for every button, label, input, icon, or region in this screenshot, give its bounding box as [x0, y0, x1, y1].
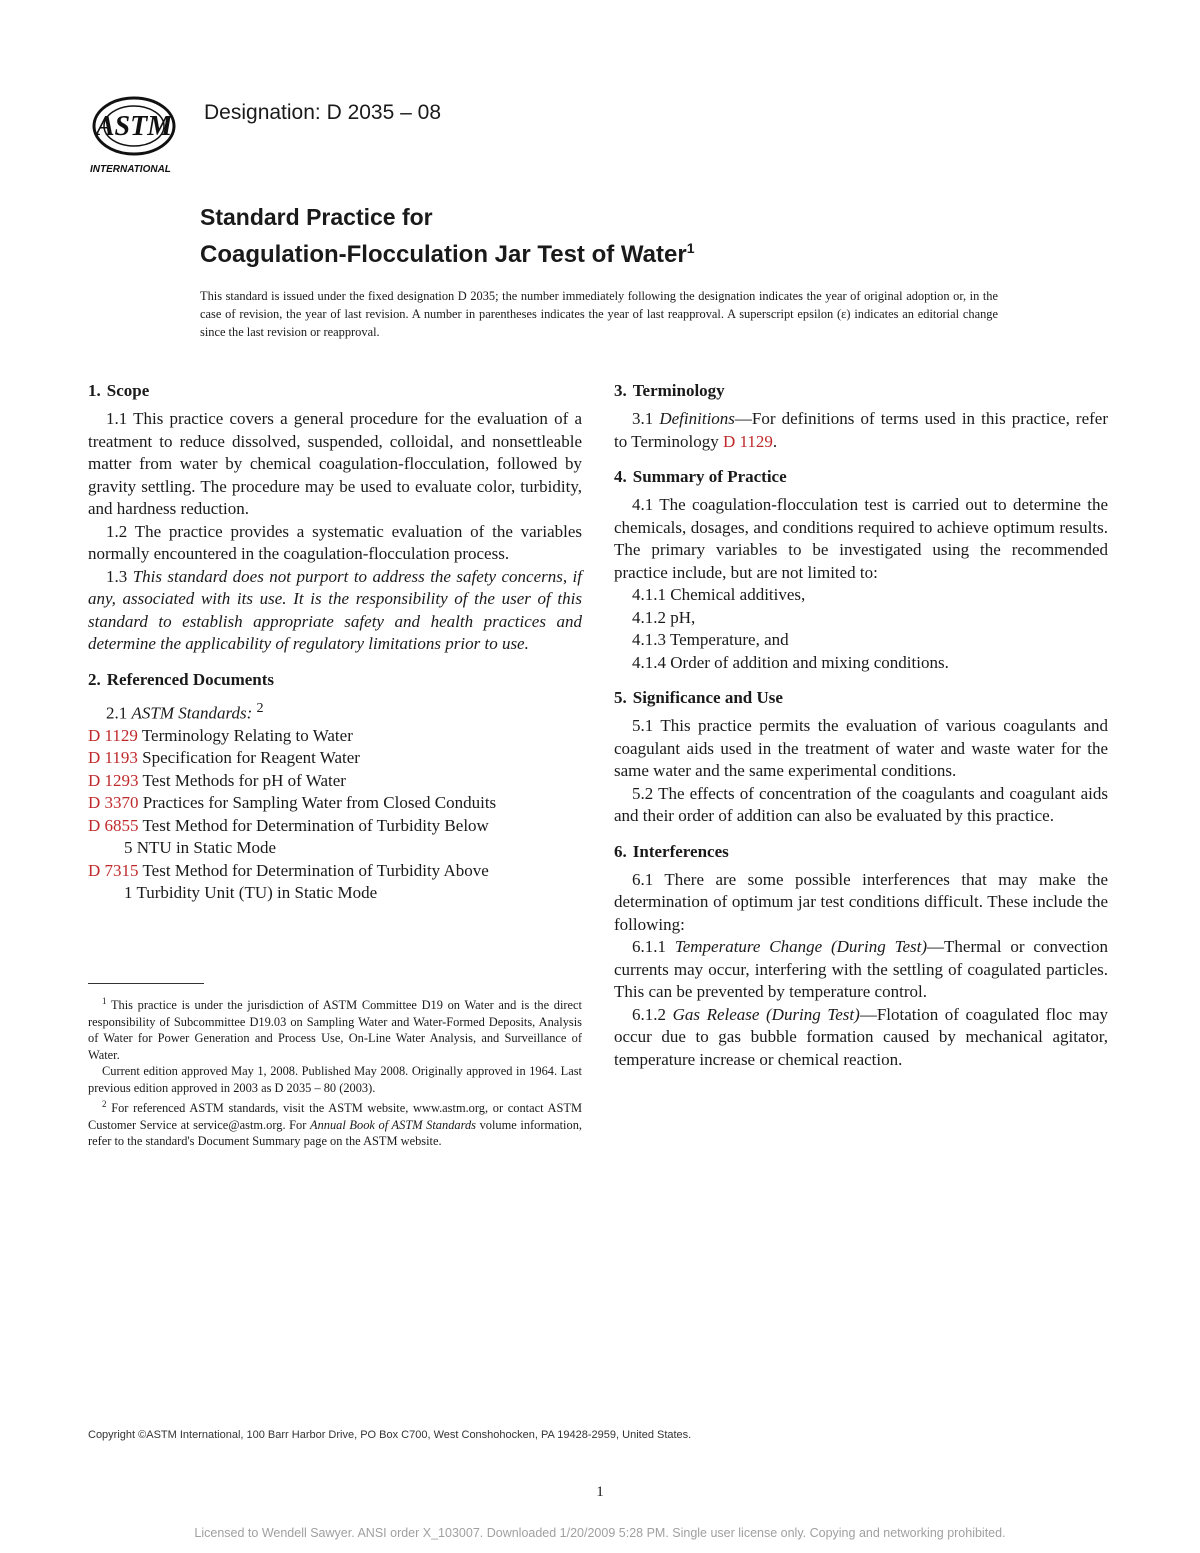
footnote-1b: Current edition approved May 1, 2008. Published May 2008. Originally approved in 1964. Last previous edition approved in 2003 as D 2035 – 80 (2003).: [88, 1064, 582, 1095]
logo-subtext: INTERNATIONAL: [90, 164, 171, 175]
section-scope-heading: 1. Scope: [88, 381, 150, 400]
footnote-divider: [88, 983, 204, 984]
ref-link-d1129[interactable]: D 1129: [723, 431, 773, 451]
summary-4-1: 4.1 The coagulation-flocculation test is carried out to determine the chemicals, dosages, and conditions required to achieve optimum results. The primary variables to be investigated using the recommended practice include, but are not limited to:: [614, 495, 1108, 582]
page-number: 1: [596, 1484, 604, 1500]
copyright: Copyright ©ASTM International, 100 Barr Harbor Drive, PO Box C700, West Conshohocken, PA 19428-2959, United States.: [88, 1429, 692, 1441]
title-block: [200, 202, 695, 271]
designation: Designation: D 2035 – 08: [204, 101, 441, 124]
significance-5-2: 5.2 The effects of concentration of the coagulants and coagulant aids and their order of addition can also be evaluated by this practice.: [614, 783, 1108, 825]
reference-title: Test Method for Determination of Turbidity Below: [142, 815, 489, 835]
reference-title: Practices for Sampling Water from Closed Conduits: [142, 793, 497, 813]
astm-logo: [88, 90, 192, 176]
reference-title: Specification for Reagent Water: [142, 748, 360, 768]
terminology-3-1: 3.1 Definitions—For definitions of terms used in this practice, refer to Terminology D 1129.: [614, 409, 1109, 451]
title-line-1: Standard Practice for: [200, 204, 433, 230]
section-terminology-heading: 3. Terminology: [614, 381, 725, 400]
reference-code-link[interactable]: D 1129: [88, 725, 138, 745]
reference-code-link[interactable]: D 7315: [88, 860, 139, 880]
license-notice: Licensed to Wendell Sawyer. ANSI order X_103007. Downloaded 1/20/2009 5:28 PM. Single user license only. Copying and networking prohibited.: [194, 1526, 1006, 1540]
title-footnote-mark: 1: [686, 240, 695, 256]
title-text: Coagulation-Flocculation Jar Test of Water: [200, 241, 687, 268]
scope-1-1: 1.1 This practice covers a general procedure for the evaluation of a treatment to reduce dissolved, suspended, colloidal, and nonsettleable matter from water by chemical coagulation-flocculation, followed by gravity settling. The procedure may be used to evaluate color, turbidity, and hardness reduction.: [88, 409, 582, 518]
left-column: [88, 380, 582, 905]
reference-code-link[interactable]: D 1193: [88, 748, 138, 768]
reference-code-link[interactable]: D 3370: [88, 793, 139, 813]
reference-title: Terminology Relating to Water: [141, 725, 353, 745]
footnote-2: $^2$ For referenced ASTM standards, visit the ASTM website, www.astm.org, or contact ASTM Customer Service at service@astm.org. For Annual Book of ASTM Standards volume information, refer to the standard's Document Summary page on the ASTM website.: [88, 1099, 582, 1149]
section-refs-heading: 2. Referenced Documents: [88, 669, 275, 689]
summary-item: 4.1.4 Order of addition and mixing conditions.: [632, 652, 949, 672]
reference-code-link[interactable]: D 6855: [88, 815, 139, 835]
scope-1-2: 1.2 The practice provides a systematic evaluation of the variables normally encountered in the coagulation-flocculation process.: [88, 521, 582, 563]
astm-logo-icon: [88, 90, 192, 176]
refs-2-1: 2.1 ASTM Standards: $^2$: [106, 699, 264, 723]
reference-item: [88, 860, 582, 883]
interferences-6-1-1: 6.1.1 Temperature Change (During Test)—Thermal or convection currents may occur, interfering with the settling of coagulated particles. This can be prevented by temperature control.: [614, 937, 1109, 1001]
summary-item: 4.1.3 Temperature, and: [632, 630, 789, 649]
interferences-6-1-2: 6.1.2 Gas Release (During Test)—Flotation of coagulated floc may occur due to gas bubble formation caused by mechanical agitator, temperature increase or chemical reaction.: [614, 1004, 1109, 1069]
section-summary-heading: 4. Summary of Practice: [614, 467, 787, 486]
reference-item: [88, 770, 582, 793]
summary-item: 4.1.1 Chemical additives,: [632, 585, 806, 604]
section-significance-heading: 5. Significance and Use: [614, 688, 783, 707]
reference-title-continued: 5 NTU in Static Mode: [124, 838, 277, 858]
right-column: [614, 380, 1108, 1071]
section-interferences-heading: 6. Interferences: [614, 841, 729, 861]
scope-1-3: 1.3 This standard does not purport to address the safety concerns, if any, associated with its use. It is the responsibility of the user of this standard to establish appropriate safety and health practices and determine the applicability of regulatory limitations prior to use.: [88, 566, 582, 653]
reference-list: [88, 725, 582, 905]
reference-item: [88, 747, 582, 770]
intro-note: This standard is issued under the fixed designation D 2035; the number immediately following the designation indicates the year of original adoption or, in the case of revision, the year of last revision. A number in parentheses indicates the year of last reapproval. A superscript epsilon (ε) indicates an editorial change since the last revision or reapproval.: [200, 289, 998, 339]
logo-text: ASTM: [95, 111, 173, 142]
reference-title: Test Method for Determination of Turbidity Above: [142, 860, 489, 880]
reference-title: Test Methods for pH of Water: [142, 770, 346, 790]
interferences-6-1: 6.1 There are some possible interferences that may make the determination of optimum jar test conditions difficult. These include the following:: [614, 869, 1108, 934]
reference-title-continued: 1 Turbidity Unit (TU) in Static Mode: [124, 883, 378, 903]
title-line-2: [200, 232, 695, 271]
summary-item: 4.1.2 pH,: [632, 607, 696, 627]
footnotes: [88, 993, 582, 1150]
reference-item: [88, 792, 582, 815]
footnote-1: $^1$ This practice is under the jurisdiction of ASTM Committee D19 on Water and is the direct responsibility of Subcommittee D19.03 on Sampling Water and Water-Formed Deposits, Analysis of Water for Power Generation and Process Use, On-Line Water Analysis, and Surveillance of Water.: [88, 996, 582, 1062]
reference-item: [88, 815, 582, 838]
significance-5-1: 5.1 This practice permits the evaluation of various coagulants and coagulant aids used in the treatment of water and waste water for the same water and the same experimental conditions.: [614, 716, 1108, 780]
reference-item: [88, 725, 582, 748]
reference-code-link[interactable]: D 1293: [88, 770, 139, 790]
